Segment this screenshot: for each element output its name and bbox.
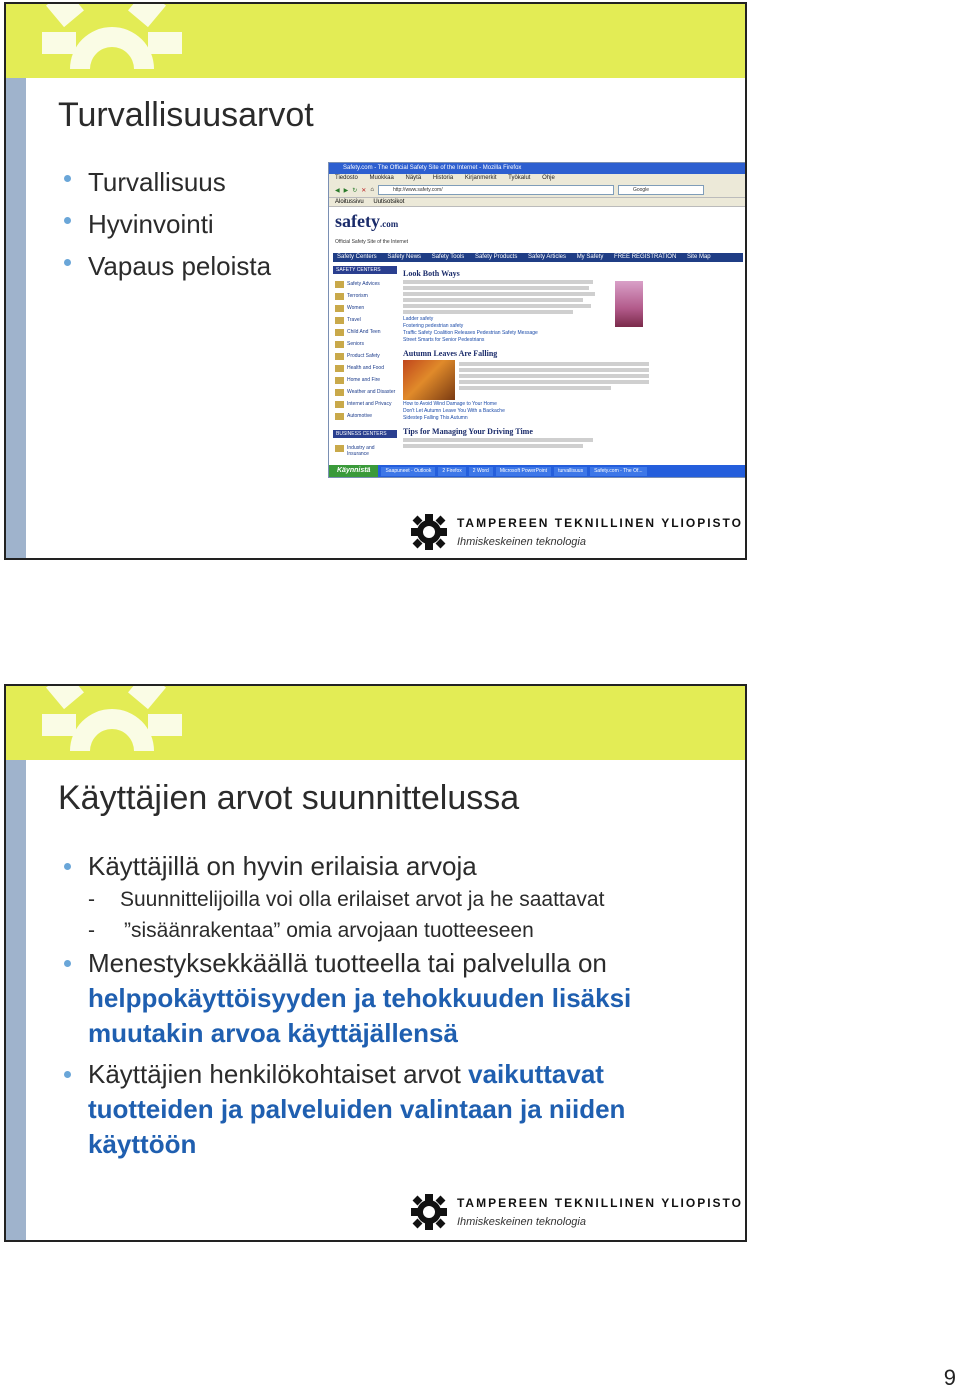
- address-bar: http://www.safety.com/: [378, 185, 614, 195]
- site-logo-suffix: .com: [379, 219, 399, 229]
- taskbar-button: turvallisuus: [554, 467, 587, 476]
- browser-toolbar: [329, 183, 747, 198]
- site-sidebar-item: Safety Advices: [333, 278, 397, 290]
- tut-gear-icon: [409, 512, 449, 552]
- article-heading: Look Both Ways: [403, 269, 460, 278]
- article-link: How to Avoid Wind Damage to Your Home: [403, 401, 497, 407]
- university-name: TAMPEREEN TEKNILLINEN YLIOPISTO: [456, 1196, 743, 1210]
- site-sidebar-heading: SAFETY CENTERS: [333, 266, 397, 274]
- site-nav-item: Safety Products: [474, 254, 518, 260]
- article-link: Don't Let Autumn Leave You With a Backache: [403, 408, 505, 414]
- university-tagline: Ihmiskeskeinen teknologia: [456, 1216, 586, 1228]
- taskbar-button: Saapuneet - Outlook: [381, 467, 435, 476]
- side-bar: [6, 760, 26, 1240]
- site-nav-item: My Safety: [576, 254, 604, 260]
- article-link: Street Smarts for Senior Pedestrians: [403, 337, 485, 343]
- site-sidebar-item: Internet and Privacy: [333, 398, 397, 410]
- bullet-item: [62, 946, 722, 1051]
- taskbar: [329, 465, 747, 477]
- site-sidebar: [333, 266, 397, 461]
- site-nav-item: Safety Centers: [337, 254, 377, 260]
- start-button: Käynnistä: [329, 465, 378, 477]
- bookmark-item: Uutisotsikot: [373, 199, 405, 205]
- menu-item: Tiedosto: [335, 175, 358, 181]
- bullet-text: Menestyksekkäällä tuotteella tai palvelulla on: [88, 948, 607, 978]
- site-sidebar-item: Health and Food: [333, 362, 397, 374]
- site-nav-item: Safety Articles: [528, 254, 567, 260]
- site-sidebar-item: Weather and Disaster: [333, 386, 397, 398]
- site-logo: [335, 211, 398, 232]
- site-sidebar-heading: BUSINESS CENTERS: [333, 430, 397, 438]
- site-sidebar-item: Terrorism: [333, 290, 397, 302]
- sub-bullet-group: [62, 884, 722, 946]
- slide-2: [4, 684, 747, 1242]
- slide-1: [4, 2, 747, 560]
- site-sidebar-item: Travel: [333, 314, 397, 326]
- bullet-emphasis: vaikuttavat tuotteiden ja palveluiden valintaan ja niiden käyttöön: [88, 1059, 626, 1159]
- site-sidebar-item: Child And Teen: [333, 326, 397, 338]
- bullet-list: [62, 849, 722, 1162]
- slide-title: Käyttäjien arvot suunnittelussa: [58, 779, 520, 817]
- bullet-item: [62, 849, 722, 884]
- site-main: [403, 267, 649, 450]
- article-heading: Tips for Managing Your Driving Time: [403, 427, 533, 436]
- browser-title-bar: Safety.com - The Official Safety Site of the Internet - Mozilla Firefox: [329, 163, 747, 174]
- article-link: Ladder safety: [403, 316, 434, 322]
- university-name: TAMPEREEN TEKNILLINEN YLIOPISTO: [456, 516, 743, 530]
- menu-item: Ohje: [542, 175, 555, 181]
- site-nav-item: FREE REGISTRATION: [614, 254, 677, 260]
- article-link: Traffic Safety Coalition Releases Pedestrian Safety Message: [403, 330, 538, 336]
- browser-menu-bar: [329, 174, 747, 183]
- menu-item: Historia: [432, 175, 454, 181]
- menu-item: Kirjanmerkit: [464, 175, 497, 181]
- side-bar: [6, 78, 26, 558]
- article-heading: Autumn Leaves Are Falling: [403, 349, 498, 358]
- site-nav-item: Safety News: [387, 254, 422, 260]
- gear-watermark-icon: [42, 684, 182, 766]
- menu-item: Työkalut: [508, 175, 531, 181]
- bookmark-item: Aloitussivu: [335, 199, 364, 205]
- site-sidebar-item: Home and Fire: [333, 374, 397, 386]
- site-nav-item: Site Map: [686, 254, 711, 260]
- autumn-photo: [403, 360, 455, 400]
- child-photo: [615, 281, 643, 327]
- bullet-item: [62, 1057, 722, 1162]
- taskbar-button: 2 Word: [469, 467, 493, 476]
- reload-icon: ↻: [352, 187, 358, 194]
- bullet-item: Turvallisuus: [62, 161, 271, 203]
- article-link: Fostering pedestrian safety: [403, 323, 464, 329]
- university-logo: [409, 512, 743, 552]
- bullet-text: Käyttäjien henkilökohtaiset arvot: [88, 1059, 461, 1089]
- taskbar-button: 2 Firefox: [438, 467, 465, 476]
- slide-title: Turvallisuusarvot: [58, 96, 314, 134]
- site-sidebar-item: Industry and Insurance: [333, 442, 397, 460]
- taskbar-button: Safety.com - The Of...: [590, 467, 646, 476]
- site-tagline: Official Safety Site of the Internet: [335, 239, 409, 245]
- taskbar-button: Microsoft PowerPoint: [496, 467, 551, 476]
- page-number: 9: [943, 1365, 956, 1390]
- tut-gear-icon: [409, 1192, 449, 1232]
- site-nav: [333, 253, 743, 262]
- sub-bullet-continuation: - ”sisäänrakentaa” omia arvojaan tuotteeseen: [88, 915, 722, 946]
- menu-item: Muokkaa: [369, 175, 394, 181]
- site-nav-item: Safety Tools: [431, 254, 465, 260]
- site-sidebar-item: Women: [333, 302, 397, 314]
- site-logo-text: safety: [335, 211, 380, 231]
- university-tagline: Ihmiskeskeinen teknologia: [456, 536, 586, 548]
- home-icon: ⌂: [370, 187, 374, 193]
- forward-icon: ▶: [343, 187, 349, 194]
- university-logo: [409, 1192, 743, 1232]
- bullet-list: [62, 161, 271, 287]
- back-icon: ◀: [335, 187, 340, 194]
- bullet-item: Hyvinvointi: [62, 203, 271, 245]
- menu-item: Näytä: [405, 175, 422, 181]
- bookmarks-bar: [329, 198, 747, 207]
- site-sidebar-item: Seniors: [333, 338, 397, 350]
- browser-screenshot: [328, 162, 747, 478]
- article-link: Sidestep Falling This Autumn: [403, 415, 468, 421]
- site-sidebar-item: Automotive: [333, 410, 397, 422]
- bullet-emphasis: helppokäyttöisyyden ja tehokkuuden lisäksi muutakin arvoa käyttäjällensä: [88, 983, 632, 1048]
- bullet-item: Vapaus peloista: [62, 245, 271, 287]
- gear-watermark-icon: [42, 2, 182, 84]
- site-sidebar-item: Product Safety: [333, 350, 397, 362]
- stop-icon: ✕: [361, 187, 367, 194]
- sub-bullet-item: - Suunnittelijoilla voi olla erilaiset arvot ja he saattavat: [88, 884, 722, 915]
- bullet-text: Käyttäjillä on hyvin erilaisia arvoja: [88, 851, 477, 881]
- search-box: Google: [618, 185, 704, 195]
